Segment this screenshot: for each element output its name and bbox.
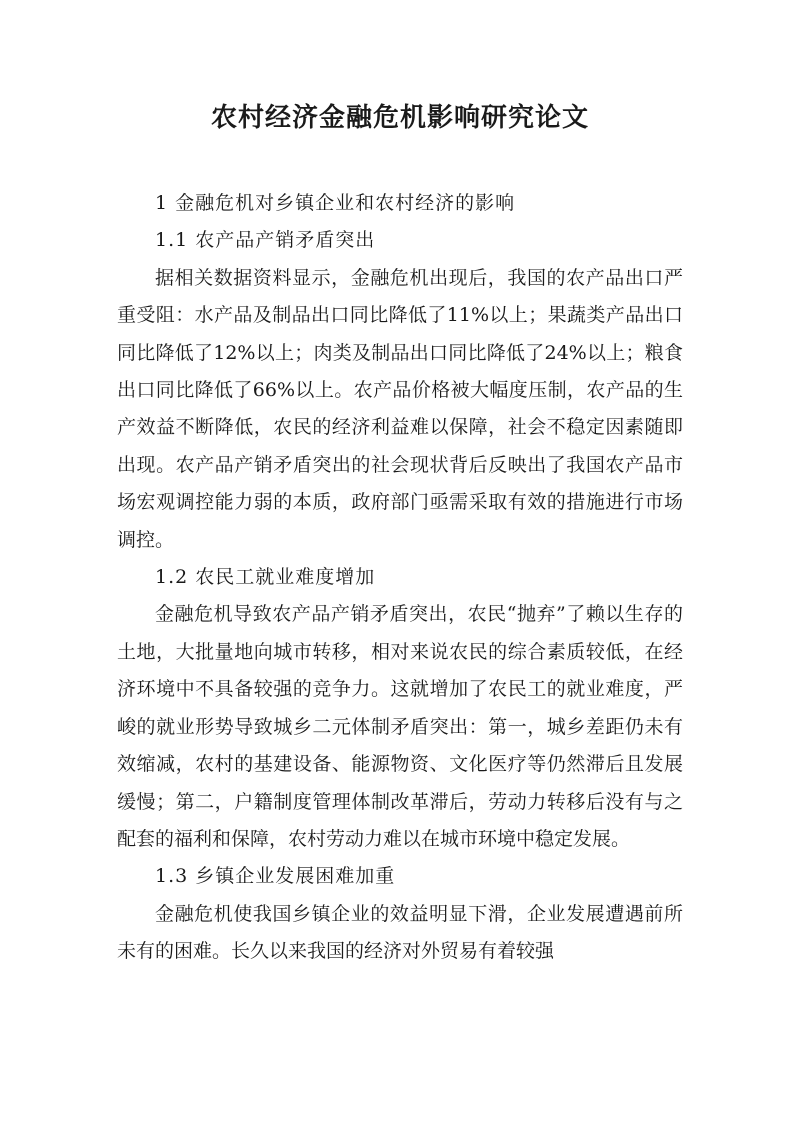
section-heading-1-2: 1.2 农民工就业难度增加 [155,566,376,589]
document-title: 农村经济金融危机影响研究论文 [210,103,589,133]
paragraph-1-2: 金融危机导致农产品产销矛盾突出，农民“抛弃”了赖以生存的土地，大批量地向城市转移，相对来说农民的综合素质较低，在经济环境中不具备较强的竞争力。这就增加了农民工的就业难度，严峻的就业形势导致城乡二元体制矛盾突出：第一，城乡差距仍未有效缩减，农村的基建设备、能源物资、文化医疗等仍然滞后且发展缓慢；第二，户籍制度管理体制改革滞后，劳动力转移后没有与之配套的福利和保障，农村劳动力难以在城市环境中稳定发展。 [117,603,683,850]
paragraph-1-1: 据相关数据资料显示，金融危机出现后，我国的农产品出口严重受阻：水产品及制品出口同比降低了11%以上；果蔬类产品出口同比降低了12%以上；肉类及制品出口同比降低了24%以上；粮食出口同比降低了66%以上。农产品价格被大幅度压制，农产品的生产效益不断降低，农民的经济利益难以保障，社会不稳定因素随即出现。农产品产销矛盾突出的社会现状背后反映出了我国农产品市场宏观调控能力弱的本质，政府部门亟需采取有效的措施进行市场调控。 [117,266,683,551]
section-heading-1-1: 1.1 农产品产销矛盾突出 [155,229,376,252]
document-body [117,185,683,971]
section-heading-1-3: 1.3 乡镇企业发展困难加重 [155,865,396,888]
section-heading-1: 1 金融危机对乡镇企业和农村经济的影响 [155,192,516,214]
paragraph-1-3: 金融危机使我国乡镇企业的效益明显下滑，企业发展遭遇前所未有的困难。长久以来我国的经济对外贸易有着较强 [117,902,683,963]
